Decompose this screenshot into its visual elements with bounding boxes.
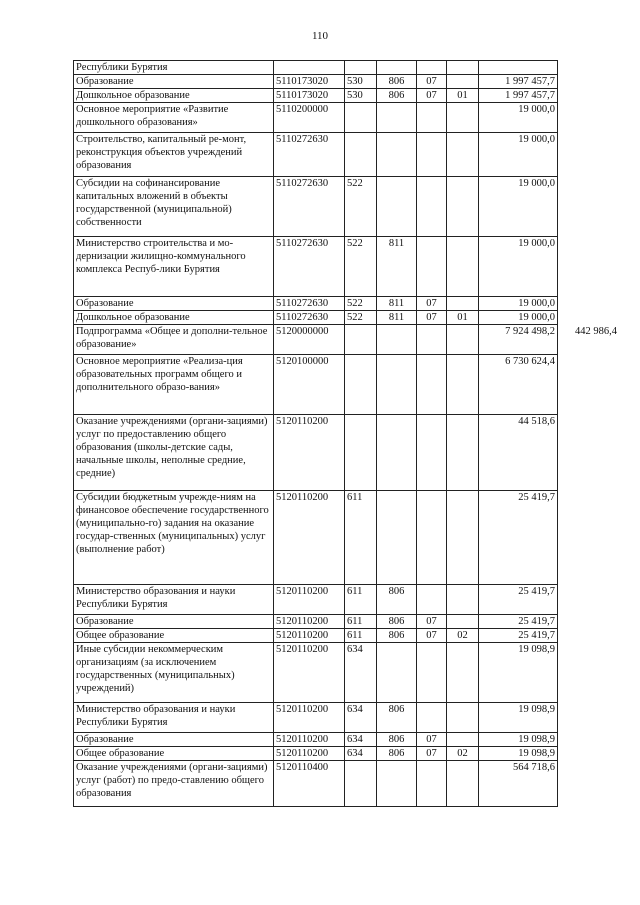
table-row bbox=[74, 61, 620, 75]
cell-amount: 6 730 624,4 bbox=[479, 355, 558, 415]
cell-amount-extra bbox=[558, 355, 620, 415]
cell-subsection: 02 bbox=[447, 629, 479, 643]
cell-subsection bbox=[447, 585, 479, 615]
cell-admin-code bbox=[377, 103, 417, 133]
cell-expense-type: 522 bbox=[345, 297, 377, 311]
cell-target-code: 5110272630 bbox=[274, 311, 345, 325]
cell-admin-code: 806 bbox=[377, 615, 417, 629]
cell-target-code: 5120110200 bbox=[274, 629, 345, 643]
cell-section: 07 bbox=[417, 89, 447, 103]
table-row bbox=[74, 103, 620, 133]
cell-admin-code bbox=[377, 491, 417, 585]
table-row bbox=[74, 75, 620, 89]
cell-expense-type: 611 bbox=[345, 585, 377, 615]
cell-admin-code bbox=[377, 177, 417, 237]
cell-admin-code: 806 bbox=[377, 75, 417, 89]
cell-section bbox=[417, 415, 447, 491]
cell-name: Образование bbox=[74, 615, 274, 629]
table-row bbox=[74, 733, 620, 747]
table-row bbox=[74, 415, 620, 491]
cell-name: Министерство строительства и мо-дернизации жилищно-коммунального комплекса Респуб-лики Бурятия bbox=[74, 237, 274, 297]
cell-expense-type: 522 bbox=[345, 177, 377, 237]
cell-target-code: 5110272630 bbox=[274, 297, 345, 311]
cell-name: Министерство образования и науки Республики Бурятия bbox=[74, 585, 274, 615]
cell-section bbox=[417, 703, 447, 733]
cell-section: 07 bbox=[417, 75, 447, 89]
cell-admin-code: 806 bbox=[377, 89, 417, 103]
cell-admin-code: 811 bbox=[377, 297, 417, 311]
cell-name: Строительство, капитальный ре-монт, реконструкция объектов учреждений образования bbox=[74, 133, 274, 177]
table-row bbox=[74, 133, 620, 177]
cell-subsection bbox=[447, 355, 479, 415]
cell-amount-extra bbox=[558, 585, 620, 615]
cell-amount: 25 419,7 bbox=[479, 491, 558, 585]
cell-amount: 19 000,0 bbox=[479, 133, 558, 177]
cell-amount-extra: 442 986,4 bbox=[575, 325, 617, 337]
cell-target-code: 5110173020 bbox=[274, 89, 345, 103]
cell-amount: 1 997 457,7 bbox=[479, 75, 558, 89]
table-row bbox=[74, 761, 620, 807]
cell-amount-extra bbox=[558, 747, 620, 761]
cell-expense-type bbox=[345, 325, 377, 355]
cell-subsection bbox=[447, 733, 479, 747]
cell-admin-code: 806 bbox=[377, 747, 417, 761]
cell-section bbox=[417, 61, 447, 75]
cell-section: 07 bbox=[417, 615, 447, 629]
cell-section bbox=[417, 237, 447, 297]
cell-subsection bbox=[447, 761, 479, 807]
cell-target-code: 5120110200 bbox=[274, 585, 345, 615]
cell-amount-extra bbox=[558, 103, 620, 133]
cell-expense-type bbox=[345, 61, 377, 75]
cell-admin-code bbox=[377, 415, 417, 491]
cell-amount-extra bbox=[558, 89, 620, 103]
cell-subsection: 01 bbox=[447, 89, 479, 103]
cell-expense-type: 530 bbox=[345, 89, 377, 103]
cell-expense-type: 634 bbox=[345, 703, 377, 733]
cell-name: Субсидии бюджетным учрежде-ниям на финансовое обеспечение государственного (муниципально-го) задания на оказание государ-ственных (муниципальных) услуг (выполнение работ) bbox=[74, 491, 274, 585]
cell-expense-type: 634 bbox=[345, 643, 377, 703]
cell-expense-type: 611 bbox=[345, 615, 377, 629]
cell-name: Общее образование bbox=[74, 747, 274, 761]
cell-subsection: 02 bbox=[447, 747, 479, 761]
cell-expense-type: 530 bbox=[345, 75, 377, 89]
cell-subsection bbox=[447, 237, 479, 297]
cell-name: Дошкольное образование bbox=[74, 89, 274, 103]
cell-expense-type bbox=[345, 355, 377, 415]
table-row bbox=[74, 747, 620, 761]
cell-amount: 19 000,0 bbox=[479, 311, 558, 325]
cell-admin-code bbox=[377, 325, 417, 355]
cell-subsection bbox=[447, 177, 479, 237]
cell-section bbox=[417, 103, 447, 133]
cell-section: 07 bbox=[417, 733, 447, 747]
cell-amount-extra bbox=[558, 61, 620, 75]
cell-subsection bbox=[447, 643, 479, 703]
cell-amount-extra bbox=[558, 75, 620, 89]
cell-target-code: 5120100000 bbox=[274, 355, 345, 415]
page-number: 110 bbox=[311, 30, 329, 42]
cell-amount-extra bbox=[558, 703, 620, 733]
table-row bbox=[74, 643, 620, 703]
cell-target-code: 5120110200 bbox=[274, 747, 345, 761]
cell-admin-code bbox=[377, 355, 417, 415]
cell-target-code: 5110272630 bbox=[274, 177, 345, 237]
cell-target-code bbox=[274, 61, 345, 75]
cell-amount: 19 098,9 bbox=[479, 733, 558, 747]
cell-admin-code bbox=[377, 61, 417, 75]
cell-expense-type: 522 bbox=[345, 237, 377, 297]
cell-name: Основное мероприятие «Развитие дошкольного образования» bbox=[74, 103, 274, 133]
cell-admin-code bbox=[377, 643, 417, 703]
cell-section: 07 bbox=[417, 297, 447, 311]
cell-expense-type bbox=[345, 415, 377, 491]
cell-admin-code: 811 bbox=[377, 237, 417, 297]
cell-section bbox=[417, 491, 447, 585]
cell-amount-extra bbox=[558, 177, 620, 237]
cell-subsection bbox=[447, 415, 479, 491]
cell-name: Образование bbox=[74, 297, 274, 311]
table-row bbox=[74, 615, 620, 629]
cell-target-code: 5120110400 bbox=[274, 761, 345, 807]
cell-section: 07 bbox=[417, 747, 447, 761]
cell-name: Подпрограмма «Общее и дополни-тельное образование» bbox=[74, 325, 274, 355]
cell-amount: 19 000,0 bbox=[479, 103, 558, 133]
cell-amount: 564 718,6 bbox=[479, 761, 558, 807]
cell-admin-code: 806 bbox=[377, 585, 417, 615]
cell-amount-extra bbox=[558, 643, 620, 703]
cell-section bbox=[417, 133, 447, 177]
cell-section bbox=[417, 643, 447, 703]
cell-name: Дошкольное образование bbox=[74, 311, 274, 325]
cell-subsection bbox=[447, 103, 479, 133]
cell-name: Республики Бурятия bbox=[74, 61, 274, 75]
cell-expense-type: 634 bbox=[345, 747, 377, 761]
cell-amount: 19 000,0 bbox=[479, 237, 558, 297]
cell-name: Субсидии на софинансирование капитальных вложений в объекты государственной (муниципальной) собственности bbox=[74, 177, 274, 237]
cell-admin-code bbox=[377, 761, 417, 807]
budget-table bbox=[73, 60, 620, 807]
cell-name: Общее образование bbox=[74, 629, 274, 643]
cell-subsection bbox=[447, 615, 479, 629]
cell-expense-type: 611 bbox=[345, 491, 377, 585]
cell-expense-type: 611 bbox=[345, 629, 377, 643]
table-row bbox=[74, 491, 620, 585]
cell-subsection bbox=[447, 491, 479, 585]
cell-subsection bbox=[447, 75, 479, 89]
cell-section bbox=[417, 585, 447, 615]
cell-subsection: 01 bbox=[447, 311, 479, 325]
cell-amount-extra bbox=[558, 615, 620, 629]
cell-amount: 19 000,0 bbox=[479, 297, 558, 311]
table-row bbox=[74, 355, 620, 415]
cell-amount-extra bbox=[558, 415, 620, 491]
cell-admin-code bbox=[377, 133, 417, 177]
cell-target-code: 5120110200 bbox=[274, 703, 345, 733]
cell-target-code: 5120110200 bbox=[274, 733, 345, 747]
cell-name: Образование bbox=[74, 733, 274, 747]
cell-expense-type: 634 bbox=[345, 733, 377, 747]
cell-name: Министерство образования и науки Республики Бурятия bbox=[74, 703, 274, 733]
cell-expense-type: 522 bbox=[345, 311, 377, 325]
cell-amount-extra bbox=[558, 133, 620, 177]
cell-amount: 19 000,0 bbox=[479, 177, 558, 237]
cell-section bbox=[417, 355, 447, 415]
cell-amount-extra bbox=[558, 297, 620, 311]
cell-admin-code: 811 bbox=[377, 311, 417, 325]
cell-amount: 7 924 498,2 bbox=[479, 325, 558, 355]
cell-name: Иные субсидии некоммерческим организациям (за исключением государственных (муниципальных) учреждений) bbox=[74, 643, 274, 703]
cell-admin-code: 806 bbox=[377, 733, 417, 747]
cell-subsection bbox=[447, 703, 479, 733]
cell-admin-code: 806 bbox=[377, 703, 417, 733]
table-row bbox=[74, 237, 620, 297]
cell-subsection bbox=[447, 133, 479, 177]
cell-admin-code: 806 bbox=[377, 629, 417, 643]
cell-amount bbox=[479, 61, 558, 75]
cell-expense-type bbox=[345, 133, 377, 177]
cell-amount: 19 098,9 bbox=[479, 703, 558, 733]
cell-amount-extra bbox=[558, 491, 620, 585]
table-body bbox=[74, 61, 620, 807]
cell-amount-extra bbox=[558, 311, 620, 325]
cell-target-code: 5110200000 bbox=[274, 103, 345, 133]
cell-amount-extra bbox=[558, 629, 620, 643]
cell-name: Основное мероприятие «Реализа-ция образовательных программ общего и дополнительного образо-вания» bbox=[74, 355, 274, 415]
cell-target-code: 5120110200 bbox=[274, 615, 345, 629]
cell-target-code: 5110173020 bbox=[274, 75, 345, 89]
cell-subsection bbox=[447, 61, 479, 75]
cell-name: Оказание учреждениями (органи-зациями) услуг по предоставлению общего образования (школы-детские сады, начальные школы, неполные средние, средние) bbox=[74, 415, 274, 491]
cell-target-code: 5120000000 bbox=[274, 325, 345, 355]
cell-amount: 25 419,7 bbox=[479, 585, 558, 615]
cell-subsection bbox=[447, 297, 479, 311]
cell-amount: 25 419,7 bbox=[479, 615, 558, 629]
cell-section: 07 bbox=[417, 629, 447, 643]
cell-amount-extra bbox=[558, 237, 620, 297]
table-row bbox=[74, 703, 620, 733]
cell-target-code: 5120110200 bbox=[274, 415, 345, 491]
table-row bbox=[74, 325, 620, 355]
table-row bbox=[74, 585, 620, 615]
cell-section bbox=[417, 177, 447, 237]
table-row bbox=[74, 629, 620, 643]
cell-section: 07 bbox=[417, 311, 447, 325]
cell-target-code: 5110272630 bbox=[274, 133, 345, 177]
cell-name: Образование bbox=[74, 75, 274, 89]
table-row bbox=[74, 89, 620, 103]
cell-name: Оказание учреждениями (органи-зациями) услуг (работ) по предо-ставлению общего образования bbox=[74, 761, 274, 807]
cell-amount: 19 098,9 bbox=[479, 747, 558, 761]
cell-target-code: 5120110200 bbox=[274, 491, 345, 585]
table-row bbox=[74, 177, 620, 237]
cell-amount-extra bbox=[558, 733, 620, 747]
cell-target-code: 5110272630 bbox=[274, 237, 345, 297]
cell-amount-extra bbox=[558, 761, 620, 807]
cell-amount: 19 098,9 bbox=[479, 643, 558, 703]
cell-amount: 25 419,7 bbox=[479, 629, 558, 643]
cell-subsection bbox=[447, 325, 479, 355]
cell-section bbox=[417, 761, 447, 807]
cell-expense-type bbox=[345, 103, 377, 133]
table-row bbox=[74, 297, 620, 311]
cell-expense-type bbox=[345, 761, 377, 807]
table-row bbox=[74, 311, 620, 325]
cell-amount: 44 518,6 bbox=[479, 415, 558, 491]
cell-amount: 1 997 457,7 bbox=[479, 89, 558, 103]
cell-section bbox=[417, 325, 447, 355]
cell-target-code: 5120110200 bbox=[274, 643, 345, 703]
